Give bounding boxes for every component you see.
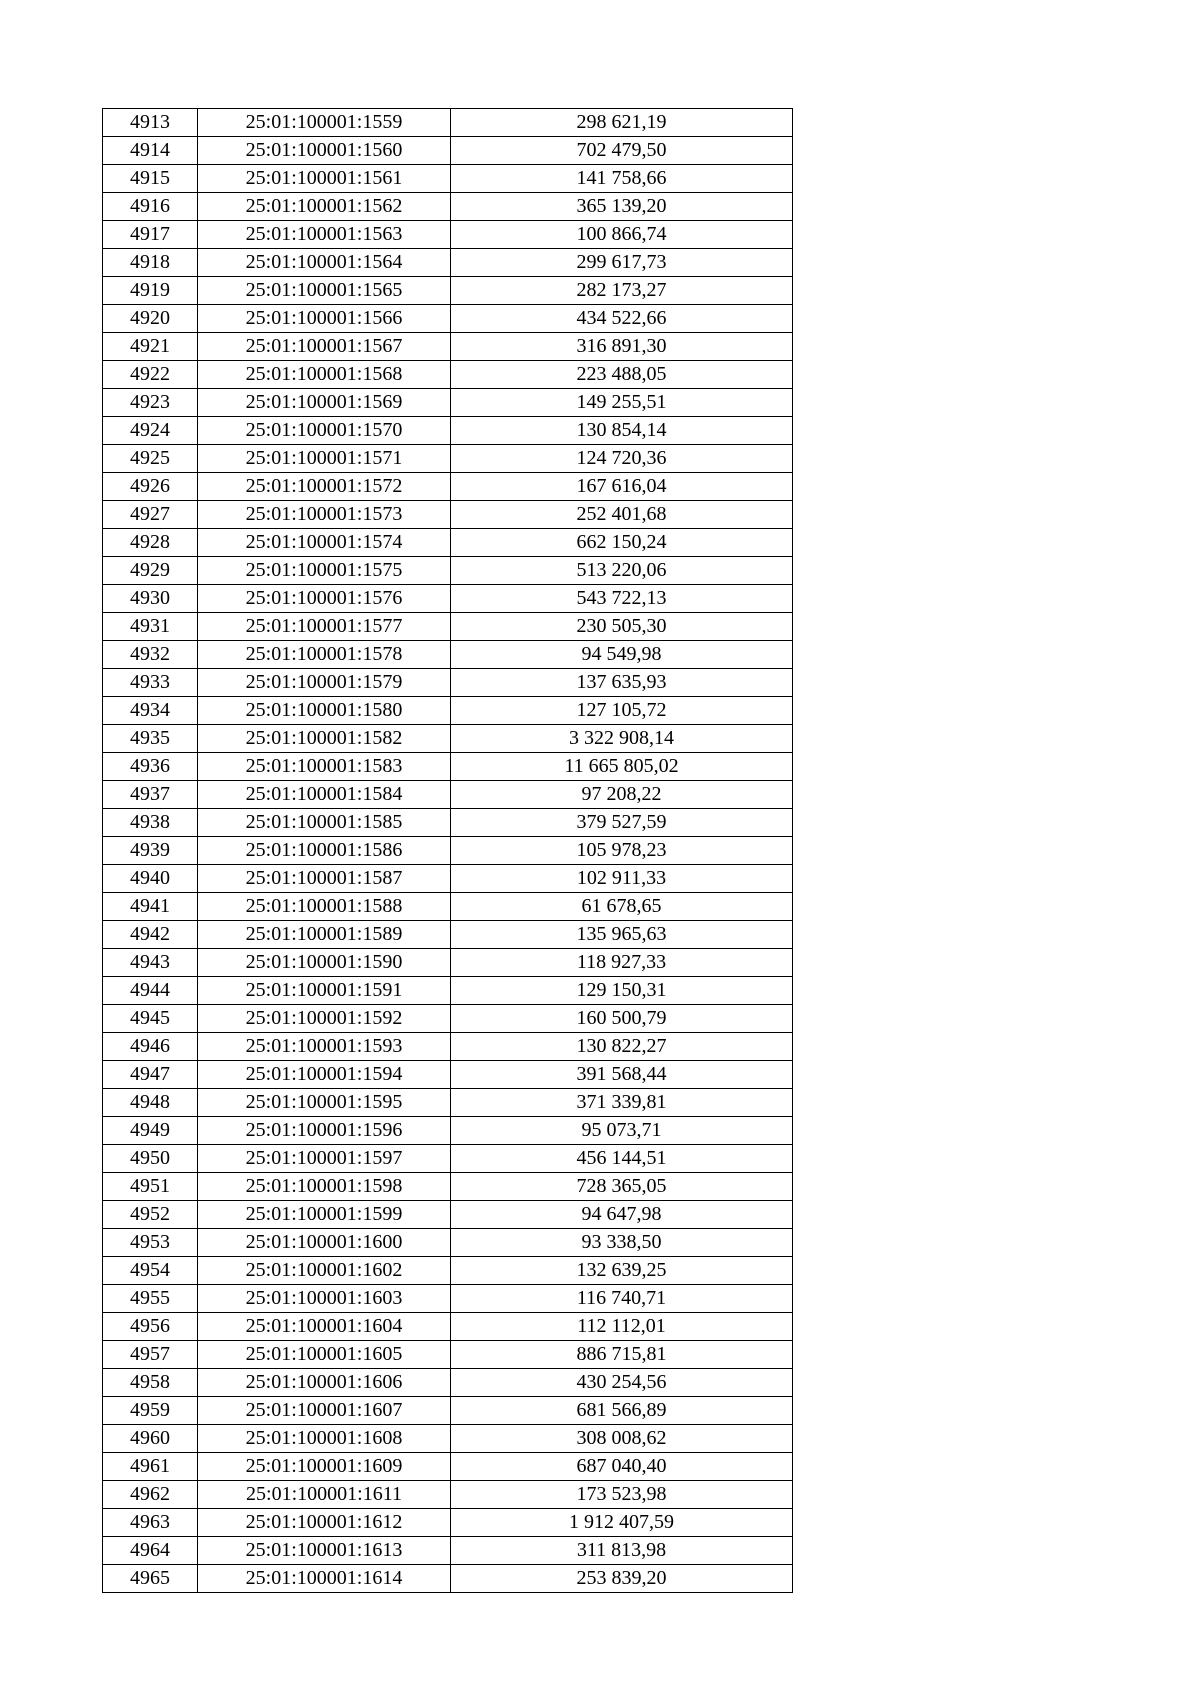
table-body bbox=[103, 109, 793, 1593]
value-cell: 97 208,22 bbox=[451, 781, 793, 809]
table-row bbox=[103, 1201, 793, 1229]
table-row bbox=[103, 641, 793, 669]
table-row bbox=[103, 165, 793, 193]
cadastral-number-cell: 25:01:100001:1607 bbox=[198, 1397, 451, 1425]
table-row bbox=[103, 1537, 793, 1565]
row-number-cell: 4956 bbox=[103, 1313, 198, 1341]
value-cell: 252 401,68 bbox=[451, 501, 793, 529]
value-cell: 662 150,24 bbox=[451, 529, 793, 557]
cadastral-number-cell: 25:01:100001:1580 bbox=[198, 697, 451, 725]
value-cell: 728 365,05 bbox=[451, 1173, 793, 1201]
value-cell: 298 621,19 bbox=[451, 109, 793, 137]
value-cell: 299 617,73 bbox=[451, 249, 793, 277]
cadastral-number-cell: 25:01:100001:1589 bbox=[198, 921, 451, 949]
row-number-cell: 4965 bbox=[103, 1565, 198, 1593]
table-row bbox=[103, 137, 793, 165]
cadastral-number-cell: 25:01:100001:1614 bbox=[198, 1565, 451, 1593]
cadastral-number-cell: 25:01:100001:1592 bbox=[198, 1005, 451, 1033]
value-cell: 3 322 908,14 bbox=[451, 725, 793, 753]
cadastral-number-cell: 25:01:100001:1563 bbox=[198, 221, 451, 249]
cadastral-number-cell: 25:01:100001:1568 bbox=[198, 361, 451, 389]
cadastral-number-cell: 25:01:100001:1604 bbox=[198, 1313, 451, 1341]
value-cell: 681 566,89 bbox=[451, 1397, 793, 1425]
row-number-cell: 4916 bbox=[103, 193, 198, 221]
value-cell: 223 488,05 bbox=[451, 361, 793, 389]
cadastral-number-cell: 25:01:100001:1605 bbox=[198, 1341, 451, 1369]
table-row bbox=[103, 1005, 793, 1033]
cadastral-number-cell: 25:01:100001:1567 bbox=[198, 333, 451, 361]
table-row bbox=[103, 1425, 793, 1453]
value-cell: 124 720,36 bbox=[451, 445, 793, 473]
table-row bbox=[103, 1061, 793, 1089]
cadastral-value-table bbox=[102, 108, 793, 1593]
value-cell: 379 527,59 bbox=[451, 809, 793, 837]
row-number-cell: 4925 bbox=[103, 445, 198, 473]
cadastral-number-cell: 25:01:100001:1608 bbox=[198, 1425, 451, 1453]
value-cell: 130 854,14 bbox=[451, 417, 793, 445]
table-row bbox=[103, 1229, 793, 1257]
value-cell: 308 008,62 bbox=[451, 1425, 793, 1453]
cadastral-number-cell: 25:01:100001:1603 bbox=[198, 1285, 451, 1313]
row-number-cell: 4952 bbox=[103, 1201, 198, 1229]
cadastral-number-cell: 25:01:100001:1590 bbox=[198, 949, 451, 977]
table-row bbox=[103, 221, 793, 249]
row-number-cell: 4922 bbox=[103, 361, 198, 389]
row-number-cell: 4920 bbox=[103, 305, 198, 333]
table-row bbox=[103, 1145, 793, 1173]
cadastral-number-cell: 25:01:100001:1573 bbox=[198, 501, 451, 529]
value-cell: 129 150,31 bbox=[451, 977, 793, 1005]
table-row bbox=[103, 725, 793, 753]
row-number-cell: 4944 bbox=[103, 977, 198, 1005]
value-cell: 253 839,20 bbox=[451, 1565, 793, 1593]
table-row bbox=[103, 1565, 793, 1593]
row-number-cell: 4954 bbox=[103, 1257, 198, 1285]
value-cell: 61 678,65 bbox=[451, 893, 793, 921]
value-cell: 282 173,27 bbox=[451, 277, 793, 305]
value-cell: 95 073,71 bbox=[451, 1117, 793, 1145]
row-number-cell: 4951 bbox=[103, 1173, 198, 1201]
table-row bbox=[103, 417, 793, 445]
table-row bbox=[103, 1341, 793, 1369]
row-number-cell: 4958 bbox=[103, 1369, 198, 1397]
value-cell: 127 105,72 bbox=[451, 697, 793, 725]
cadastral-number-cell: 25:01:100001:1572 bbox=[198, 473, 451, 501]
cadastral-number-cell: 25:01:100001:1559 bbox=[198, 109, 451, 137]
table-row bbox=[103, 1369, 793, 1397]
row-number-cell: 4923 bbox=[103, 389, 198, 417]
value-cell: 93 338,50 bbox=[451, 1229, 793, 1257]
table-row bbox=[103, 949, 793, 977]
value-cell: 135 965,63 bbox=[451, 921, 793, 949]
cadastral-number-cell: 25:01:100001:1588 bbox=[198, 893, 451, 921]
row-number-cell: 4914 bbox=[103, 137, 198, 165]
cadastral-number-cell: 25:01:100001:1587 bbox=[198, 865, 451, 893]
value-cell: 100 866,74 bbox=[451, 221, 793, 249]
row-number-cell: 4917 bbox=[103, 221, 198, 249]
value-cell: 371 339,81 bbox=[451, 1089, 793, 1117]
cadastral-number-cell: 25:01:100001:1574 bbox=[198, 529, 451, 557]
table-row bbox=[103, 389, 793, 417]
table-row bbox=[103, 557, 793, 585]
table-row bbox=[103, 1257, 793, 1285]
cadastral-number-cell: 25:01:100001:1586 bbox=[198, 837, 451, 865]
cadastral-number-cell: 25:01:100001:1577 bbox=[198, 613, 451, 641]
row-number-cell: 4915 bbox=[103, 165, 198, 193]
cadastral-number-cell: 25:01:100001:1594 bbox=[198, 1061, 451, 1089]
table-row bbox=[103, 1397, 793, 1425]
value-cell: 886 715,81 bbox=[451, 1341, 793, 1369]
cadastral-number-cell: 25:01:100001:1560 bbox=[198, 137, 451, 165]
row-number-cell: 4926 bbox=[103, 473, 198, 501]
row-number-cell: 4959 bbox=[103, 1397, 198, 1425]
table-row bbox=[103, 865, 793, 893]
row-number-cell: 4931 bbox=[103, 613, 198, 641]
row-number-cell: 4943 bbox=[103, 949, 198, 977]
cadastral-number-cell: 25:01:100001:1582 bbox=[198, 725, 451, 753]
cadastral-number-cell: 25:01:100001:1576 bbox=[198, 585, 451, 613]
cadastral-number-cell: 25:01:100001:1599 bbox=[198, 1201, 451, 1229]
value-cell: 365 139,20 bbox=[451, 193, 793, 221]
value-cell: 434 522,66 bbox=[451, 305, 793, 333]
value-cell: 316 891,30 bbox=[451, 333, 793, 361]
table-row bbox=[103, 193, 793, 221]
table-row bbox=[103, 333, 793, 361]
value-cell: 687 040,40 bbox=[451, 1453, 793, 1481]
row-number-cell: 4919 bbox=[103, 277, 198, 305]
row-number-cell: 4962 bbox=[103, 1481, 198, 1509]
cadastral-number-cell: 25:01:100001:1612 bbox=[198, 1509, 451, 1537]
value-cell: 702 479,50 bbox=[451, 137, 793, 165]
cadastral-number-cell: 25:01:100001:1583 bbox=[198, 753, 451, 781]
value-cell: 230 505,30 bbox=[451, 613, 793, 641]
row-number-cell: 4930 bbox=[103, 585, 198, 613]
value-cell: 543 722,13 bbox=[451, 585, 793, 613]
cadastral-number-cell: 25:01:100001:1569 bbox=[198, 389, 451, 417]
cadastral-number-cell: 25:01:100001:1570 bbox=[198, 417, 451, 445]
row-number-cell: 4932 bbox=[103, 641, 198, 669]
row-number-cell: 4948 bbox=[103, 1089, 198, 1117]
cadastral-number-cell: 25:01:100001:1595 bbox=[198, 1089, 451, 1117]
table-row bbox=[103, 305, 793, 333]
table-row bbox=[103, 613, 793, 641]
value-cell: 11 665 805,02 bbox=[451, 753, 793, 781]
value-cell: 311 813,98 bbox=[451, 1537, 793, 1565]
table-row bbox=[103, 977, 793, 1005]
table-row bbox=[103, 809, 793, 837]
value-cell: 112 112,01 bbox=[451, 1313, 793, 1341]
value-cell: 94 549,98 bbox=[451, 641, 793, 669]
value-cell: 137 635,93 bbox=[451, 669, 793, 697]
cadastral-number-cell: 25:01:100001:1578 bbox=[198, 641, 451, 669]
table-row bbox=[103, 1481, 793, 1509]
cadastral-number-cell: 25:01:100001:1611 bbox=[198, 1481, 451, 1509]
row-number-cell: 4940 bbox=[103, 865, 198, 893]
row-number-cell: 4935 bbox=[103, 725, 198, 753]
cadastral-number-cell: 25:01:100001:1584 bbox=[198, 781, 451, 809]
table-row bbox=[103, 529, 793, 557]
table-row bbox=[103, 1285, 793, 1313]
cadastral-number-cell: 25:01:100001:1562 bbox=[198, 193, 451, 221]
value-cell: 130 822,27 bbox=[451, 1033, 793, 1061]
table-row bbox=[103, 473, 793, 501]
table-row bbox=[103, 1453, 793, 1481]
row-number-cell: 4939 bbox=[103, 837, 198, 865]
cadastral-number-cell: 25:01:100001:1571 bbox=[198, 445, 451, 473]
row-number-cell: 4945 bbox=[103, 1005, 198, 1033]
value-cell: 173 523,98 bbox=[451, 1481, 793, 1509]
cadastral-number-cell: 25:01:100001:1600 bbox=[198, 1229, 451, 1257]
table-row bbox=[103, 1173, 793, 1201]
row-number-cell: 4929 bbox=[103, 557, 198, 585]
table-row bbox=[103, 781, 793, 809]
table-row bbox=[103, 1033, 793, 1061]
value-cell: 149 255,51 bbox=[451, 389, 793, 417]
table-row bbox=[103, 697, 793, 725]
value-cell: 105 978,23 bbox=[451, 837, 793, 865]
table-row bbox=[103, 669, 793, 697]
cadastral-number-cell: 25:01:100001:1593 bbox=[198, 1033, 451, 1061]
table-row bbox=[103, 277, 793, 305]
row-number-cell: 4961 bbox=[103, 1453, 198, 1481]
value-cell: 132 639,25 bbox=[451, 1257, 793, 1285]
cadastral-number-cell: 25:01:100001:1606 bbox=[198, 1369, 451, 1397]
row-number-cell: 4949 bbox=[103, 1117, 198, 1145]
row-number-cell: 4960 bbox=[103, 1425, 198, 1453]
value-cell: 116 740,71 bbox=[451, 1285, 793, 1313]
cadastral-number-cell: 25:01:100001:1585 bbox=[198, 809, 451, 837]
table-row bbox=[103, 361, 793, 389]
table-row bbox=[103, 585, 793, 613]
row-number-cell: 4928 bbox=[103, 529, 198, 557]
row-number-cell: 4937 bbox=[103, 781, 198, 809]
row-number-cell: 4927 bbox=[103, 501, 198, 529]
row-number-cell: 4924 bbox=[103, 417, 198, 445]
value-cell: 141 758,66 bbox=[451, 165, 793, 193]
table-row bbox=[103, 893, 793, 921]
cadastral-number-cell: 25:01:100001:1564 bbox=[198, 249, 451, 277]
row-number-cell: 4934 bbox=[103, 697, 198, 725]
value-cell: 160 500,79 bbox=[451, 1005, 793, 1033]
row-number-cell: 4950 bbox=[103, 1145, 198, 1173]
row-number-cell: 4933 bbox=[103, 669, 198, 697]
cadastral-number-cell: 25:01:100001:1566 bbox=[198, 305, 451, 333]
row-number-cell: 4953 bbox=[103, 1229, 198, 1257]
table-row bbox=[103, 1509, 793, 1537]
table-row bbox=[103, 109, 793, 137]
cadastral-number-cell: 25:01:100001:1596 bbox=[198, 1117, 451, 1145]
table-row bbox=[103, 1313, 793, 1341]
cadastral-number-cell: 25:01:100001:1561 bbox=[198, 165, 451, 193]
row-number-cell: 4963 bbox=[103, 1509, 198, 1537]
table-row bbox=[103, 753, 793, 781]
cadastral-number-cell: 25:01:100001:1575 bbox=[198, 557, 451, 585]
row-number-cell: 4946 bbox=[103, 1033, 198, 1061]
row-number-cell: 4918 bbox=[103, 249, 198, 277]
table-row bbox=[103, 1089, 793, 1117]
cadastral-number-cell: 25:01:100001:1598 bbox=[198, 1173, 451, 1201]
row-number-cell: 4936 bbox=[103, 753, 198, 781]
table-row bbox=[103, 1117, 793, 1145]
cadastral-number-cell: 25:01:100001:1613 bbox=[198, 1537, 451, 1565]
cadastral-number-cell: 25:01:100001:1591 bbox=[198, 977, 451, 1005]
table-row bbox=[103, 501, 793, 529]
table-row bbox=[103, 445, 793, 473]
value-cell: 118 927,33 bbox=[451, 949, 793, 977]
row-number-cell: 4938 bbox=[103, 809, 198, 837]
row-number-cell: 4942 bbox=[103, 921, 198, 949]
value-cell: 456 144,51 bbox=[451, 1145, 793, 1173]
row-number-cell: 4941 bbox=[103, 893, 198, 921]
value-cell: 513 220,06 bbox=[451, 557, 793, 585]
cadastral-number-cell: 25:01:100001:1602 bbox=[198, 1257, 451, 1285]
row-number-cell: 4913 bbox=[103, 109, 198, 137]
table-row bbox=[103, 921, 793, 949]
row-number-cell: 4957 bbox=[103, 1341, 198, 1369]
value-cell: 391 568,44 bbox=[451, 1061, 793, 1089]
value-cell: 94 647,98 bbox=[451, 1201, 793, 1229]
value-cell: 430 254,56 bbox=[451, 1369, 793, 1397]
row-number-cell: 4921 bbox=[103, 333, 198, 361]
table-row bbox=[103, 837, 793, 865]
row-number-cell: 4964 bbox=[103, 1537, 198, 1565]
row-number-cell: 4955 bbox=[103, 1285, 198, 1313]
table-row bbox=[103, 249, 793, 277]
cadastral-number-cell: 25:01:100001:1565 bbox=[198, 277, 451, 305]
cadastral-number-cell: 25:01:100001:1579 bbox=[198, 669, 451, 697]
row-number-cell: 4947 bbox=[103, 1061, 198, 1089]
cadastral-number-cell: 25:01:100001:1597 bbox=[198, 1145, 451, 1173]
value-cell: 102 911,33 bbox=[451, 865, 793, 893]
value-cell: 167 616,04 bbox=[451, 473, 793, 501]
cadastral-number-cell: 25:01:100001:1609 bbox=[198, 1453, 451, 1481]
value-cell: 1 912 407,59 bbox=[451, 1509, 793, 1537]
